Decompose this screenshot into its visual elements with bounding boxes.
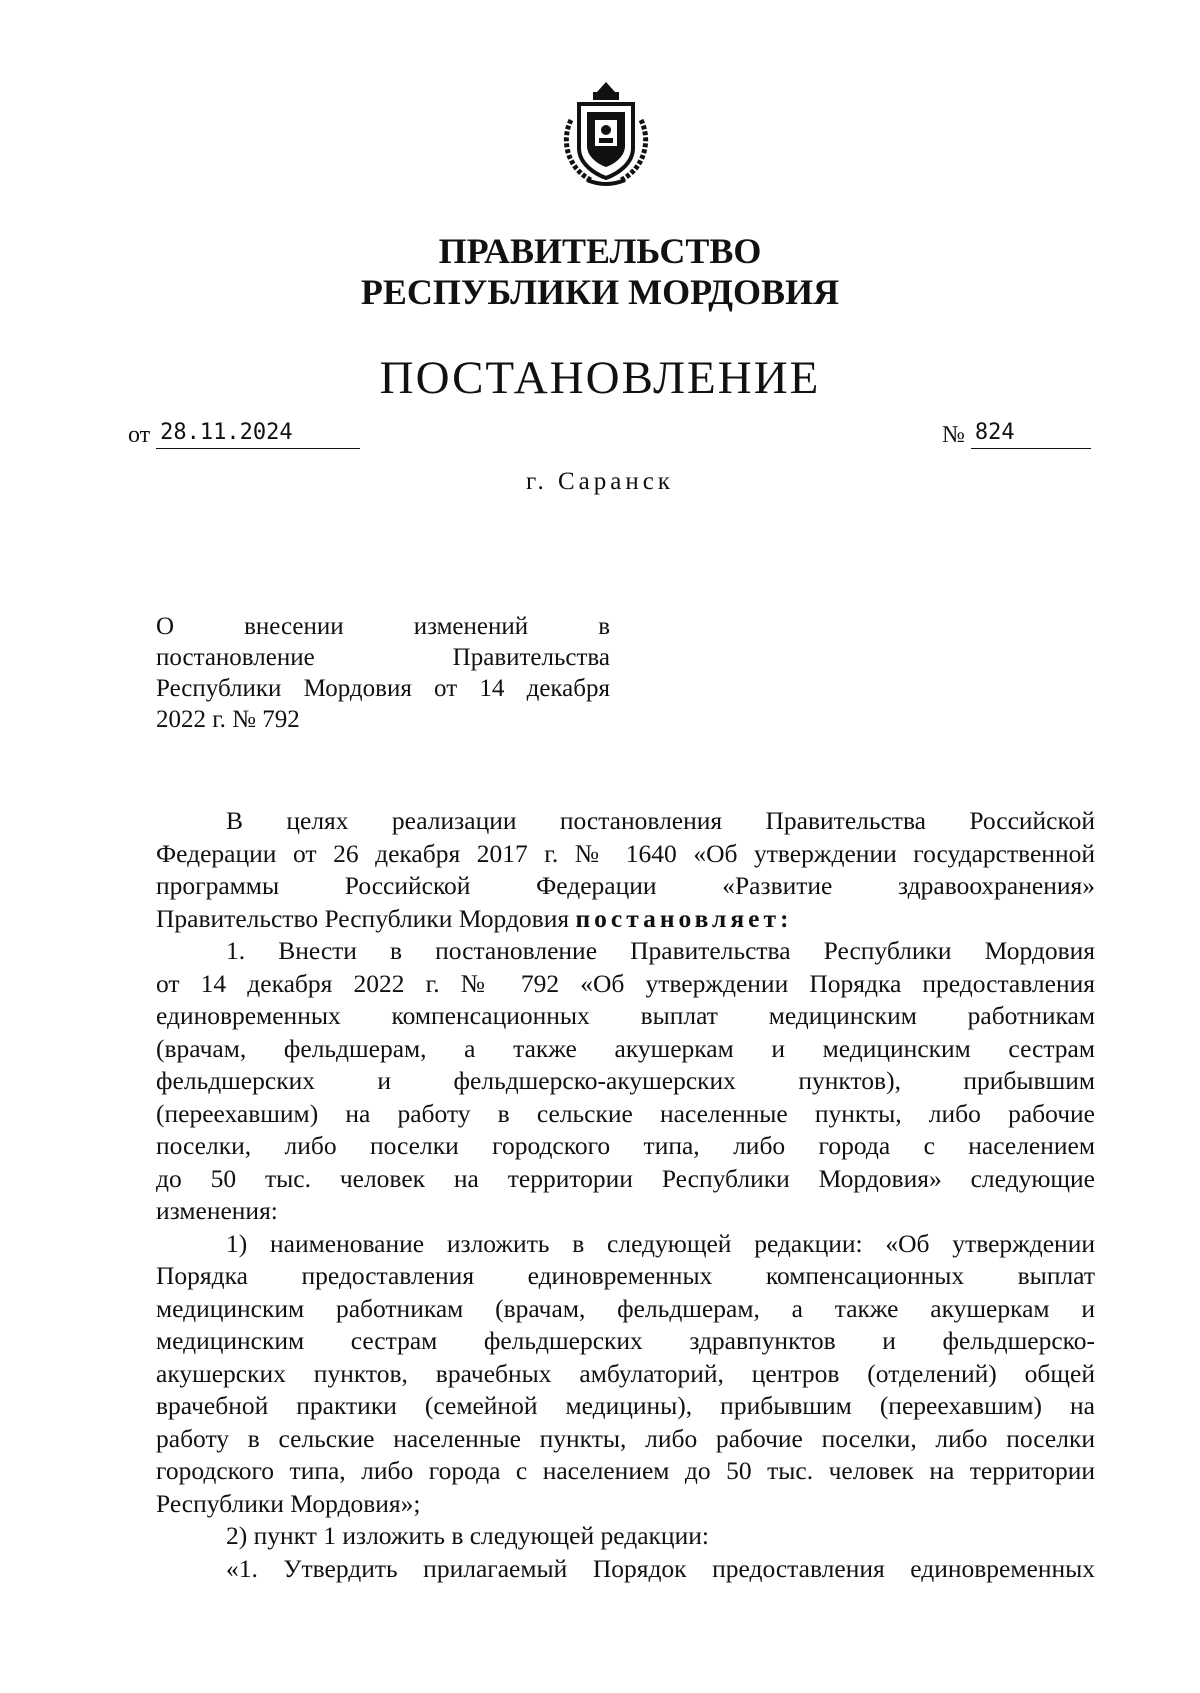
body-line: работу в сельские населенные пункты, либо рабочие поселки, либо поселки — [156, 1423, 1095, 1453]
document-body — [156, 805, 1095, 1585]
body-line: медицинским сестрам фельдшерских здравпунктов и фельдшерско- — [156, 1326, 1095, 1355]
body-line: Порядка предоставления единовременных компенсационных выплат — [156, 1261, 1095, 1290]
government-name-line1: ПРАВИТЕЛЬСТВО — [438, 231, 762, 271]
body-line: медицинским работникам (врачам, фельдшерам, а также акушеркам и — [156, 1293, 1095, 1323]
government-name-line2: РЕСПУБЛИКИ МОРДОВИЯ — [360, 272, 840, 312]
body-line: до 50 тыс. человек на территории Республики Мордовия» следующие — [156, 1163, 1095, 1193]
body-line: Республики Мордовия»; — [156, 1488, 421, 1518]
body-line: 1) наименование изложить в следующей редакции: «Об утверждении — [226, 1228, 1095, 1258]
body-line: поселки, либо поселки городского типа, либо города с населением — [156, 1131, 1095, 1160]
document-date — [128, 420, 360, 449]
body-line: городского типа, либо города с населением до 50 тыс. человек на территории — [156, 1456, 1095, 1485]
body-line: от 14 декабря 2022 г. № 792 «Об утверждении Порядка предоставления — [156, 968, 1095, 998]
body-line — [156, 903, 1095, 936]
subject-line: постановление Правительства — [156, 644, 610, 671]
coat-of-arms-icon — [557, 80, 655, 190]
body-line: фельдшерских и фельдшерско-акушерских пунктов), прибывшим — [156, 1066, 1095, 1095]
body-line: (врачам, фельдшерам, а также акушеркам и медицинским сестрам — [156, 1033, 1095, 1063]
body-line: единовременных компенсационных выплат медицинским работникам — [156, 1001, 1095, 1030]
resolves-word: постановляет: — [575, 903, 793, 933]
date-prefix: от — [128, 422, 151, 448]
body-line: 1. Внести в постановление Правительства Республики Мордовия — [226, 936, 1095, 965]
subject-line: О внесении изменений в — [156, 613, 610, 640]
body-line: Федерации от 26 декабря 2017 г. № 1640 «Об утверждении государственной — [156, 838, 1095, 868]
document-number — [942, 420, 1091, 449]
number-value: 824 — [971, 420, 1091, 449]
city-name: г. Саранск — [526, 468, 674, 495]
subject-line: Республики Мордовия от 14 декабря — [156, 675, 610, 702]
document-subject — [156, 611, 610, 735]
body-line: программы Российской Федерации «Развитие здравоохранения» — [156, 871, 1095, 900]
subject-line: 2022 г. № 792 — [156, 706, 300, 733]
document-type-title: ПОСТАНОВЛЕНИЕ — [379, 352, 821, 404]
body-line: акушерских пунктов, врачебных амбулаторий, центров (отделений) общей — [156, 1358, 1095, 1388]
body-line: «1. Утвердить прилагаемый Порядок предоставления единовременных — [226, 1553, 1095, 1583]
body-line: 2) пункт 1 изложить в следующей редакции: — [226, 1521, 709, 1550]
number-prefix: № — [942, 422, 965, 448]
body-line: В целях реализации постановления Правительства Российской — [226, 806, 1095, 835]
date-value: 28.11.2024 — [156, 420, 360, 449]
body-line-text: Правительство Республики Мордовия — [156, 903, 576, 933]
body-line: (переехавшим) на работу в сельские населенные пункты, либо рабочие — [156, 1098, 1095, 1128]
body-line: врачебной практики (семейной медицины), прибывшим (переехавшим) на — [156, 1391, 1095, 1420]
body-line: изменения: — [156, 1196, 278, 1225]
